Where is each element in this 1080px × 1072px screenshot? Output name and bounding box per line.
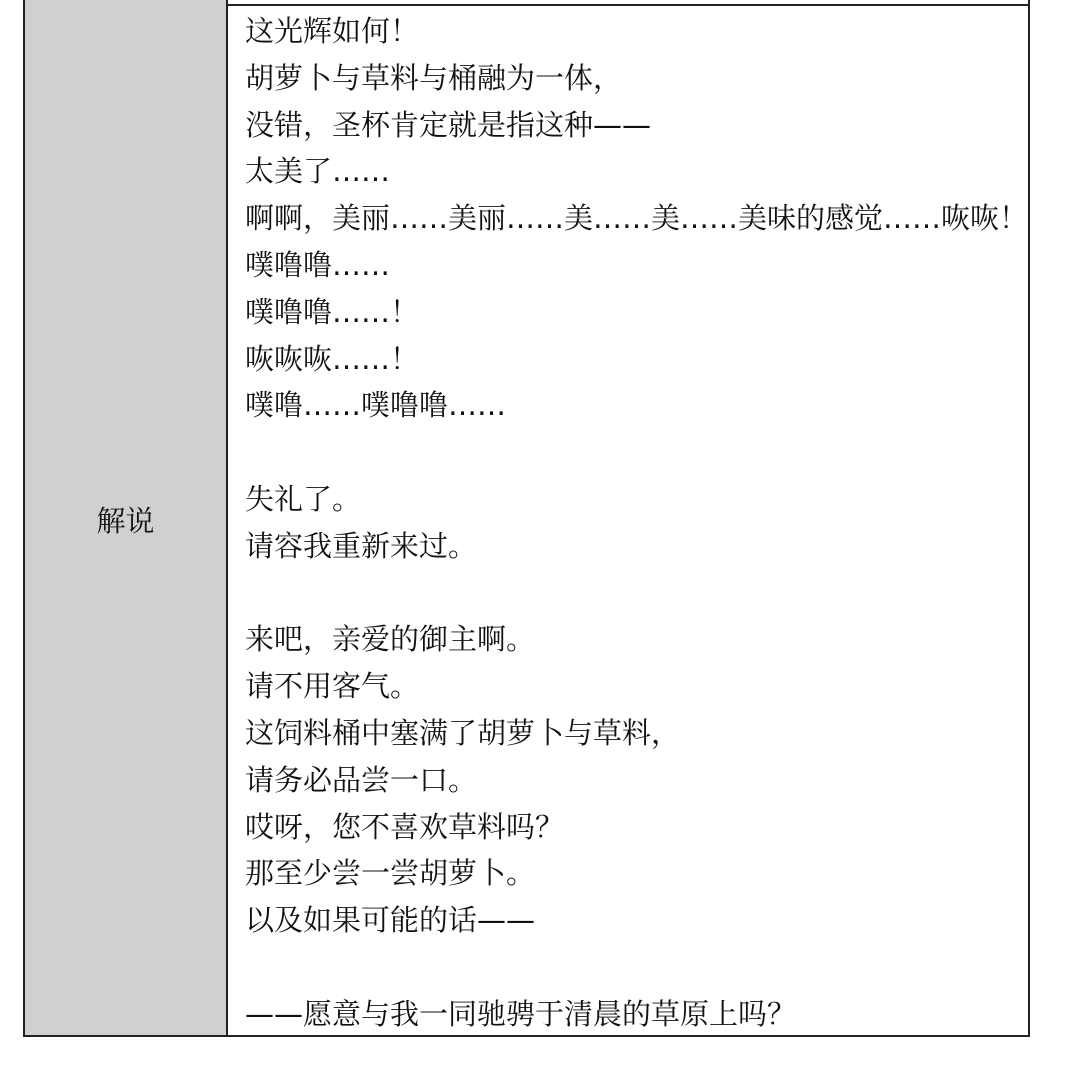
dialogue-line: 啊啊，美丽……美丽……美……美……美味的感觉……咴咴！ xyxy=(244,201,1028,236)
dialogue-line: 失礼了。 xyxy=(244,481,361,516)
dialogue-line: 请容我重新来过。 xyxy=(244,528,477,563)
dialogue-line: 哎呀，您不喜欢草料吗？ xyxy=(244,809,564,844)
blank-line xyxy=(245,944,1028,991)
dialogue-line: 这饲料桶中塞满了胡萝卜与草料， xyxy=(244,715,680,750)
dialogue-line: 噗噜噜……！ xyxy=(244,294,419,329)
dialogue-line: 以及如果可能的话—— xyxy=(244,903,535,938)
dialogue-line: 这光辉如何！ xyxy=(244,14,419,48)
dialogue-line: 来吧，亲爱的御主啊。 xyxy=(244,622,535,657)
blank-line xyxy=(245,429,1028,476)
dialogue-line: 请不用客气。 xyxy=(244,669,419,704)
dialogue-line: 咴咴咴……！ xyxy=(244,341,419,376)
dialogue-line: ——愿意与我一同驰骋于清晨的草原上吗？ xyxy=(244,996,796,1031)
speaker-label-cell xyxy=(25,0,228,1035)
speaker-label: 解说 xyxy=(96,504,155,538)
dialogue-line: 太美了…… xyxy=(244,154,390,189)
blank-line xyxy=(245,570,1028,617)
dialogue-line: 请务必品尝一口。 xyxy=(244,762,477,797)
dialogue-line: 胡萝卜与草料与桶融为一体， xyxy=(244,60,622,95)
dialogue-line: 噗噜……噗噜噜…… xyxy=(244,388,506,423)
dialogue-content-cell xyxy=(228,0,1028,1035)
dialogue-line: 噗噜噜…… xyxy=(244,247,390,282)
dialogue-line: 那至少尝一尝胡萝卜。 xyxy=(244,856,535,891)
dialogue-table xyxy=(23,0,1030,1037)
dialogue-line: 没错，圣杯肯定就是指这种—— xyxy=(244,107,651,142)
